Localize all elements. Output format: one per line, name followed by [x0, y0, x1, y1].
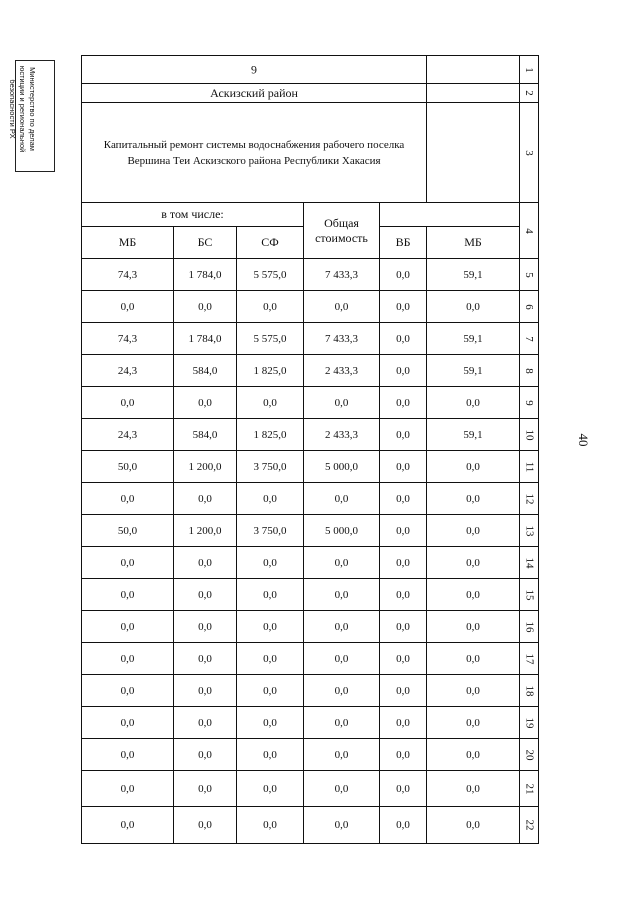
cell-mb: 24,3 [82, 419, 174, 451]
row-number: 3 [523, 149, 536, 156]
table-body [82, 56, 539, 844]
row-number-cell [520, 807, 539, 844]
cell-vb: 0,0 [380, 387, 427, 419]
table-row [82, 419, 539, 451]
header-vb: ВБ [380, 227, 427, 259]
cell-mb: 0,0 [82, 387, 174, 419]
cell-mb: 50,0 [82, 515, 174, 547]
row-number-cell [520, 675, 539, 707]
row-number-cell [520, 579, 539, 611]
cell-sf: 0,0 [237, 579, 304, 611]
budget-table [81, 55, 539, 844]
table-row [82, 643, 539, 675]
cell-sf: 0,0 [237, 739, 304, 771]
row-number: 12 [523, 493, 536, 504]
cell-mb2: 0,0 [427, 451, 520, 483]
cell-sf: 0,0 [237, 643, 304, 675]
cell-bs: 0,0 [174, 771, 237, 807]
cell-bs: 0,0 [174, 807, 237, 844]
column-number-cell [82, 56, 427, 84]
cell-vb: 0,0 [380, 643, 427, 675]
row-number: 4 [523, 227, 536, 234]
empty-cell [427, 103, 520, 203]
cell-total: 0,0 [304, 707, 380, 739]
cell-total: 0,0 [304, 579, 380, 611]
cell-bs: 0,0 [174, 579, 237, 611]
cell-mb: 0,0 [82, 547, 174, 579]
row-number-cell [520, 547, 539, 579]
cell-mb: 0,0 [82, 483, 174, 515]
cell-sf: 5 575,0 [237, 259, 304, 291]
table-row [82, 483, 539, 515]
cell-mb2: 0,0 [427, 739, 520, 771]
row-number: 19 [523, 717, 536, 728]
cell-mb2: 0,0 [427, 483, 520, 515]
cell-bs: 0,0 [174, 291, 237, 323]
row-number-cell [520, 259, 539, 291]
row-number-cell [520, 611, 539, 643]
cell-mb2: 59,1 [427, 323, 520, 355]
empty-cell [427, 84, 520, 103]
row-number-cell [520, 515, 539, 547]
table-row [82, 355, 539, 387]
cell-sf: 3 750,0 [237, 451, 304, 483]
cell-mb: 50,0 [82, 451, 174, 483]
cell-total: 0,0 [304, 387, 380, 419]
cell-bs: 0,0 [174, 483, 237, 515]
cell-mb: 0,0 [82, 771, 174, 807]
cell-mb: 0,0 [82, 643, 174, 675]
cell-vb: 0,0 [380, 355, 427, 387]
stamp-line: Министерство по делам [28, 67, 37, 151]
total-cost-header: Общая стоимость [304, 203, 380, 259]
table-header-row [82, 203, 539, 227]
cell-bs: 584,0 [174, 419, 237, 451]
row-number: 5 [523, 271, 536, 278]
cell-mb2: 0,0 [427, 387, 520, 419]
row-number: 16 [523, 621, 536, 632]
cell-vb: 0,0 [380, 483, 427, 515]
project-description: Капитальный ремонт системы водоснабжения рабочего поселка Вершина Теи Аскизского района Республики Хакасия [82, 103, 427, 203]
cell-sf: 0,0 [237, 611, 304, 643]
cell-vb: 0,0 [380, 611, 427, 643]
cell-sf: 0,0 [237, 675, 304, 707]
row-number-cell [520, 771, 539, 807]
cell-sf: 1 825,0 [237, 355, 304, 387]
cell-bs: 0,0 [174, 611, 237, 643]
table-row [82, 579, 539, 611]
row-number-cell [520, 419, 539, 451]
cell-vb: 0,0 [380, 451, 427, 483]
cell-bs: 1 784,0 [174, 259, 237, 291]
row-number: 14 [523, 557, 536, 568]
cell-bs: 0,0 [174, 387, 237, 419]
table-row [82, 259, 539, 291]
stamp-text [0, 53, 37, 165]
cell-bs: 1 200,0 [174, 451, 237, 483]
row-number-cell [520, 643, 539, 675]
table-row [82, 451, 539, 483]
row-number-cell [520, 103, 539, 203]
cell-bs: 584,0 [174, 355, 237, 387]
row-number-cell [520, 483, 539, 515]
row-number-cell [520, 203, 539, 259]
cell-mb: 0,0 [82, 675, 174, 707]
header-mb: МБ [82, 227, 174, 259]
row-number: 13 [523, 525, 536, 536]
cell-mb2: 59,1 [427, 259, 520, 291]
cell-mb: 0,0 [82, 707, 174, 739]
cell-vb: 0,0 [380, 675, 427, 707]
cell-vb: 0,0 [380, 419, 427, 451]
page-number: 40 [576, 433, 591, 447]
row-number-cell [520, 739, 539, 771]
cell-mb2: 0,0 [427, 807, 520, 844]
header-bs: БС [174, 227, 237, 259]
row-number-cell [520, 355, 539, 387]
cell-vb: 0,0 [380, 259, 427, 291]
cell-mb2: 0,0 [427, 675, 520, 707]
cell-sf: 5 575,0 [237, 323, 304, 355]
cell-mb2: 0,0 [427, 291, 520, 323]
row-number: 8 [523, 367, 536, 374]
cell-bs: 0,0 [174, 675, 237, 707]
row-number: 7 [523, 335, 536, 342]
cell-total: 7 433,3 [304, 259, 380, 291]
row-number-cell [520, 707, 539, 739]
row-number-cell [520, 291, 539, 323]
cell-total: 7 433,3 [304, 323, 380, 355]
stamp-line: безопасности РХ [8, 79, 17, 139]
cell-total: 2 433,3 [304, 355, 380, 387]
row-number: 1 [523, 66, 536, 73]
district-cell [82, 84, 427, 103]
cell-vb: 0,0 [380, 515, 427, 547]
cell-vb: 0,0 [380, 291, 427, 323]
cell-vb: 0,0 [380, 807, 427, 844]
row-number-cell [520, 84, 539, 103]
cell-sf: 0,0 [237, 291, 304, 323]
row-number: 18 [523, 685, 536, 696]
row-number-cell [520, 56, 539, 84]
cell-mb2: 0,0 [427, 611, 520, 643]
table-row [82, 739, 539, 771]
row-number: 2 [523, 90, 536, 96]
row-number: 10 [523, 429, 536, 440]
row-number: 15 [523, 589, 536, 600]
table-row [82, 387, 539, 419]
cell-mb: 24,3 [82, 355, 174, 387]
cell-mb: 74,3 [82, 323, 174, 355]
cell-vb: 0,0 [380, 707, 427, 739]
row-number: 22 [523, 819, 536, 831]
cell-mb: 0,0 [82, 739, 174, 771]
cell-sf: 1 825,0 [237, 419, 304, 451]
cell-sf: 0,0 [237, 547, 304, 579]
header-sf: СФ [237, 227, 304, 259]
table-row [82, 56, 539, 84]
cell-sf: 0,0 [237, 483, 304, 515]
empty-cell [427, 56, 520, 84]
cell-mb2: 59,1 [427, 355, 520, 387]
group-header: в том числе: [82, 203, 304, 227]
cell-vb: 0,0 [380, 771, 427, 807]
cell-mb2: 0,0 [427, 547, 520, 579]
row-number: 6 [523, 303, 536, 310]
cell-mb2: 59,1 [427, 419, 520, 451]
row-number-cell [520, 323, 539, 355]
cell-total: 0,0 [304, 675, 380, 707]
row-number: 9 [523, 399, 536, 406]
cell-total: 0,0 [304, 611, 380, 643]
cell-sf: 0,0 [237, 387, 304, 419]
table-row [82, 323, 539, 355]
cell-total: 0,0 [304, 739, 380, 771]
table-row [82, 291, 539, 323]
table-row [82, 675, 539, 707]
cell-total: 5 000,0 [304, 515, 380, 547]
cell-total: 0,0 [304, 547, 380, 579]
cell-total: 2 433,3 [304, 419, 380, 451]
cell-mb2: 0,0 [427, 771, 520, 807]
cell-sf: 0,0 [237, 707, 304, 739]
table-row [82, 84, 539, 103]
table-row [82, 611, 539, 643]
table-row [82, 807, 539, 844]
table-row [82, 771, 539, 807]
cell-sf: 0,0 [237, 807, 304, 844]
district-name: Аскизский район [210, 85, 298, 100]
registration-stamp [8, 60, 55, 172]
header-mb2: МБ [427, 227, 520, 259]
cell-mb: 0,0 [82, 579, 174, 611]
cell-mb: 74,3 [82, 259, 174, 291]
cell-vb: 0,0 [380, 323, 427, 355]
row-number: 21 [523, 783, 536, 794]
stamp-line: юстиции и региональной [18, 65, 27, 153]
cell-sf: 3 750,0 [237, 515, 304, 547]
row-number-cell [520, 451, 539, 483]
cell-vb: 0,0 [380, 739, 427, 771]
cell-total: 0,0 [304, 643, 380, 675]
cell-vb: 0,0 [380, 547, 427, 579]
row-number: 20 [523, 749, 536, 760]
cell-mb2: 0,0 [427, 515, 520, 547]
table-row [82, 515, 539, 547]
row-number: 11 [523, 461, 536, 472]
cell-bs: 1 784,0 [174, 323, 237, 355]
cell-bs: 0,0 [174, 547, 237, 579]
cell-mb2: 0,0 [427, 643, 520, 675]
cell-mb2: 0,0 [427, 707, 520, 739]
table-row [82, 547, 539, 579]
cell-bs: 0,0 [174, 707, 237, 739]
empty-cell [380, 203, 520, 227]
cell-mb: 0,0 [82, 291, 174, 323]
cell-vb: 0,0 [380, 579, 427, 611]
cell-total: 5 000,0 [304, 451, 380, 483]
cell-bs: 0,0 [174, 739, 237, 771]
column-number: 6 [251, 63, 258, 77]
cell-mb2: 0,0 [427, 579, 520, 611]
cell-mb: 0,0 [82, 807, 174, 844]
cell-total: 0,0 [304, 807, 380, 844]
cell-total: 0,0 [304, 483, 380, 515]
cell-sf: 0,0 [237, 771, 304, 807]
cell-bs: 0,0 [174, 643, 237, 675]
table-row [82, 103, 539, 203]
cell-mb: 0,0 [82, 611, 174, 643]
table-row [82, 707, 539, 739]
cell-total: 0,0 [304, 291, 380, 323]
row-number: 17 [523, 653, 536, 664]
cell-bs: 1 200,0 [174, 515, 237, 547]
cell-total: 0,0 [304, 771, 380, 807]
row-number-cell [520, 387, 539, 419]
